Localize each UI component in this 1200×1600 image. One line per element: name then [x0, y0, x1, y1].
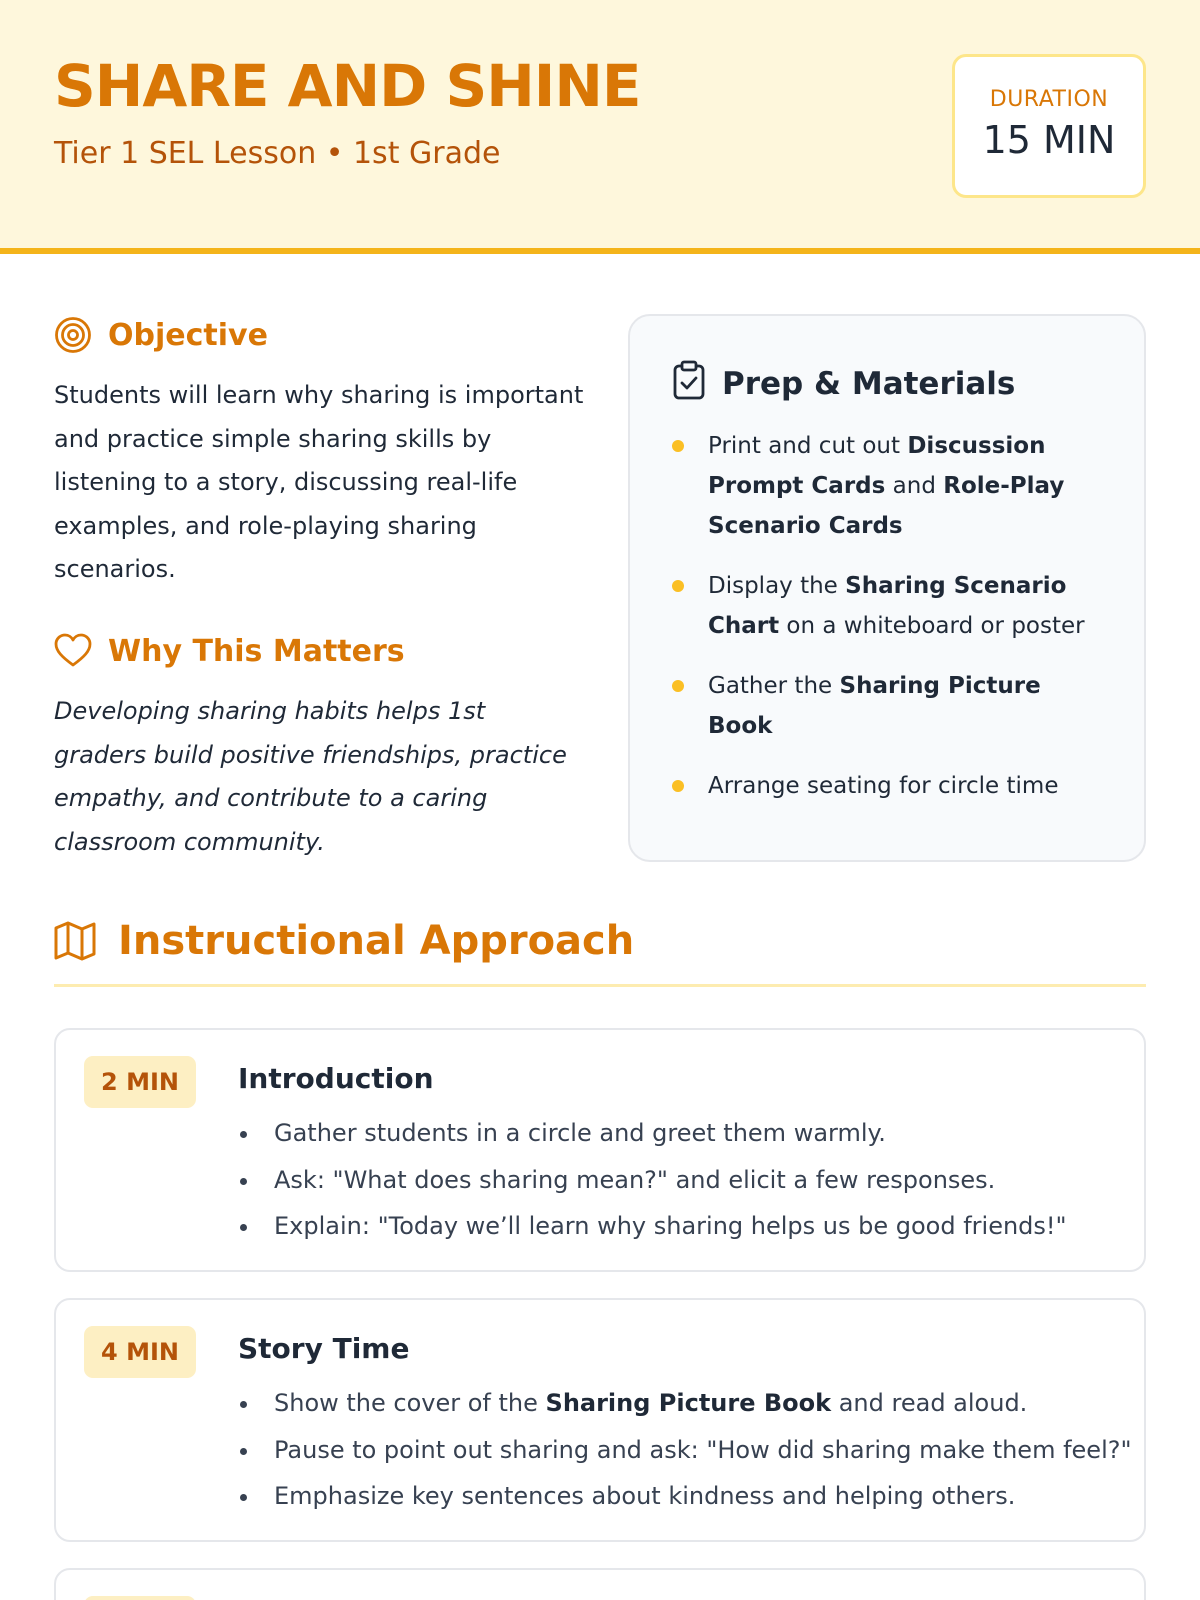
time-badge-partial: [84, 1596, 196, 1600]
lesson-title: SHARE AND SHINE: [54, 52, 641, 120]
prep-list: [672, 426, 1112, 826]
bold-text: Sharing Scenario Chart: [708, 573, 1067, 639]
text-run: Ask: "What does sharing mean?" and elicit a few responses.: [274, 1165, 996, 1194]
heart-icon: [54, 633, 92, 669]
lesson-subtitle: Tier 1 SEL Lesson • 1st Grade: [54, 136, 501, 171]
text-run: Show the cover of the: [274, 1389, 546, 1417]
why-text: Developing sharing habits helps 1st graders build positive friendships, practice empathy, and contribute to a caring classroom community.: [54, 697, 567, 856]
text-run: on a whiteboard or poster: [779, 613, 1085, 639]
step-bullet: [238, 1380, 1128, 1427]
prep-materials-card: [628, 314, 1146, 862]
bold-text: Role-Play Scenario Cards: [708, 473, 1065, 539]
objective-heading-text: Objective: [108, 317, 268, 353]
step-bullet: [238, 1203, 1128, 1250]
bullet-dot: [672, 780, 684, 792]
approach-heading: [54, 918, 634, 964]
bullet-dot: [672, 440, 684, 452]
text-run: Pause to point out sharing and ask: "How did sharing make them feel?": [274, 1435, 1132, 1464]
step-bullet: [238, 1110, 1128, 1157]
step-bullet: [238, 1157, 1128, 1204]
step-bullets: [238, 1380, 1132, 1520]
text-run: and: [885, 473, 944, 499]
step-bullet: [238, 1473, 1128, 1520]
map-icon: [54, 921, 96, 961]
prep-item: [672, 766, 1112, 806]
why-heading: [54, 633, 405, 669]
step-card: [54, 1028, 1146, 1272]
text-run: Print and cut out: [708, 433, 908, 459]
step-card-partial: [54, 1568, 1146, 1600]
step-bullets: [238, 1110, 1128, 1250]
bold-text: Sharing Picture Book: [545, 1389, 832, 1417]
approach-heading-text: Instructional Approach: [118, 918, 635, 964]
text-run: Emphasize key sentences about kindness and helping others.: [274, 1482, 1016, 1510]
section-divider: [54, 984, 1146, 987]
lesson-header: [0, 0, 1200, 254]
why-heading-text: Why This Matters: [108, 633, 405, 669]
bold-text: Sharing Picture Book: [708, 673, 1041, 739]
bullet-dot: [672, 580, 684, 592]
text-run: Arrange seating for circle time: [708, 773, 1059, 799]
duration-card: [952, 54, 1146, 198]
step-title: Introduction: [238, 1062, 434, 1095]
text-run: Gather the: [708, 673, 840, 699]
bold-text: Discussion Prompt Cards: [708, 433, 1046, 499]
objective-heading: [54, 316, 268, 354]
duration-value: 15 MIN: [982, 118, 1116, 162]
step-card: [54, 1298, 1146, 1542]
prep-heading: [672, 360, 1015, 408]
prep-item: [672, 666, 1112, 746]
objective-text: Students will learn why sharing is important and practice simple sharing skills by listening to a story, discussing real-life examples, and role-playing sharing scenarios.: [54, 381, 584, 583]
text-run: Gather students in a circle and greet them warmly.: [274, 1119, 886, 1147]
clipboard-check-icon: [672, 360, 706, 408]
time-badge: 4 MIN: [84, 1326, 196, 1378]
target-icon: [54, 316, 92, 354]
prep-item: [672, 426, 1112, 546]
step-title: Story Time: [238, 1332, 410, 1365]
prep-heading-text: Prep & Materials: [722, 366, 1016, 402]
time-badge: 2 MIN: [84, 1056, 196, 1108]
step-bullet: [238, 1427, 1132, 1474]
text-run: Explain: "Today we’ll learn why sharing helps us be good friends!": [274, 1212, 1067, 1240]
bullet-dot: [672, 680, 684, 692]
prep-item: [672, 566, 1112, 646]
text-run: and read aloud.: [831, 1389, 1028, 1417]
duration-label: DURATION: [989, 87, 1109, 112]
text-run: Display the: [708, 573, 846, 599]
